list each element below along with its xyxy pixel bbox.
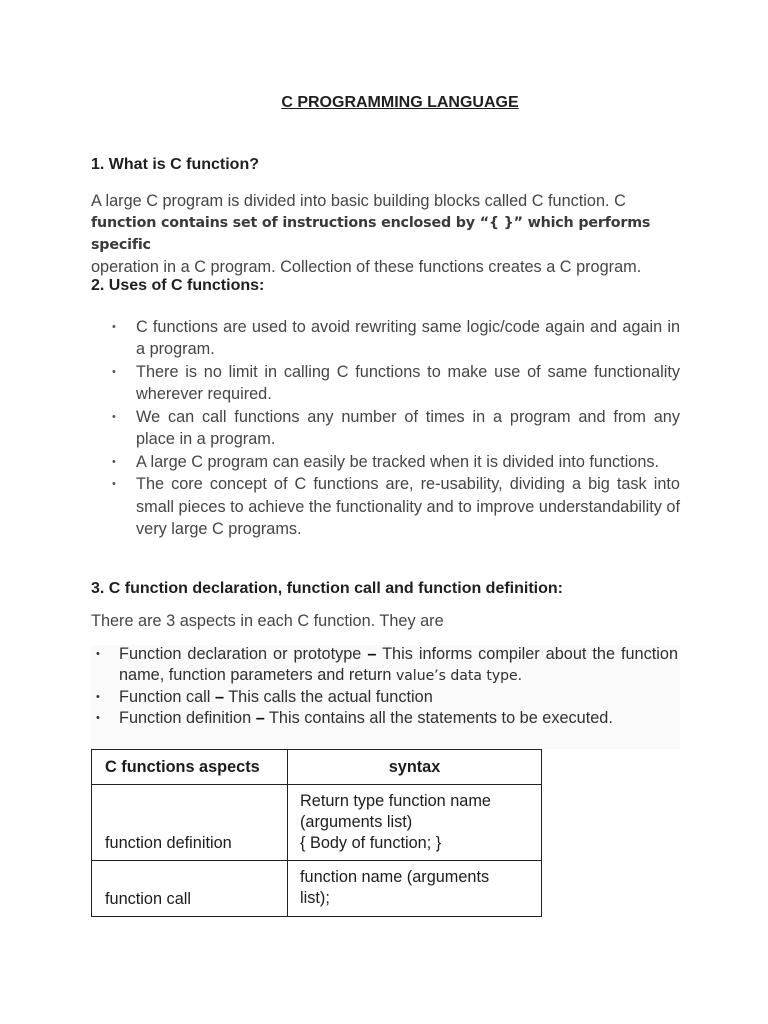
bullet-icon: • [96,648,100,660]
bullet-icon: • [112,365,116,378]
aspect-term: Function declaration or prototype [119,645,362,663]
list-item [96,687,678,708]
aspect-extra: value’s data type. [395,668,523,684]
bullet-icon: • [112,410,116,423]
table-row [92,861,542,917]
aspect-desc: This calls the actual function [224,688,433,706]
list-item-text: There is no limit in calling C functions to make use of same functionality wherever required. [136,362,680,404]
aspect-term: Function call [119,688,211,706]
aspects-list [96,644,678,729]
syntax-line: (arguments list) [300,813,413,831]
aspect-desc: This informs compiler about the function name, function parameters and return [119,645,679,684]
list-item-text: We can call functions any number of times in a program and from any place in a program. [136,407,680,449]
header-syntax: syntax [288,750,542,785]
paragraph-line: operation in a C program. Collection of these functions creates a C program. [91,258,642,276]
table-row [92,785,542,861]
list-item [112,451,680,473]
syntax-line: list); [300,889,330,907]
document-title: C PROGRAMMING LANGUAGE [281,94,519,111]
list-item [112,316,680,360]
paragraph-line: A large C program is divided into basic building blocks called C function. C [91,192,626,210]
aspect-dash: – [255,709,265,727]
syntax-line: function name (arguments [300,868,490,886]
aspect-dash: – [214,688,224,706]
list-item [96,708,678,729]
aspect-term: Function definition [119,709,252,727]
list-item-text: C functions are used to avoid rewriting same logic/code again and again in a program. [136,318,680,359]
syntax-line: Return type function name [300,792,491,810]
section3-intro: There are 3 aspects in each C function. They are [91,612,444,630]
list-item [112,361,680,405]
bullet-icon: • [112,321,116,333]
section1-heading: 1. What is C function? [91,156,259,173]
header-aspects: C functions aspects [92,750,288,785]
bullet-icon: • [112,455,116,468]
bullet-icon: • [96,712,100,724]
list-item [96,644,678,687]
syntax-cell [288,861,542,917]
aspect-cell: function call [92,861,288,917]
section3-heading: 3. C function declaration, function call and function definition: [91,580,563,597]
bullet-icon: • [112,478,116,491]
section1-paragraph [91,190,681,278]
table-header-row [92,750,542,785]
list-item-text: A large C program can easily be tracked when it is divided into functions. [136,452,660,471]
aspect-cell: function definition [92,785,288,861]
syntax-cell [288,785,542,861]
aspect-desc: This contains all the statements to be executed. [264,709,613,727]
bullet-icon: • [96,691,100,703]
syntax-table [91,749,542,917]
list-item [112,406,680,450]
aspect-dash: – [367,645,377,663]
paragraph-line: function contains set of instructions enclosed by “{ }” which performs specific [91,215,651,253]
section2-heading: 2. Uses of C functions: [91,277,265,294]
uses-list [112,316,680,541]
syntax-line: { Body of function; } [300,834,442,852]
list-item [112,473,680,540]
list-item-text: The core concept of C functions are, re-usability, dividing a big task into small pieces to achieve the functionality and to improve understandability of very large C programs. [136,475,680,538]
